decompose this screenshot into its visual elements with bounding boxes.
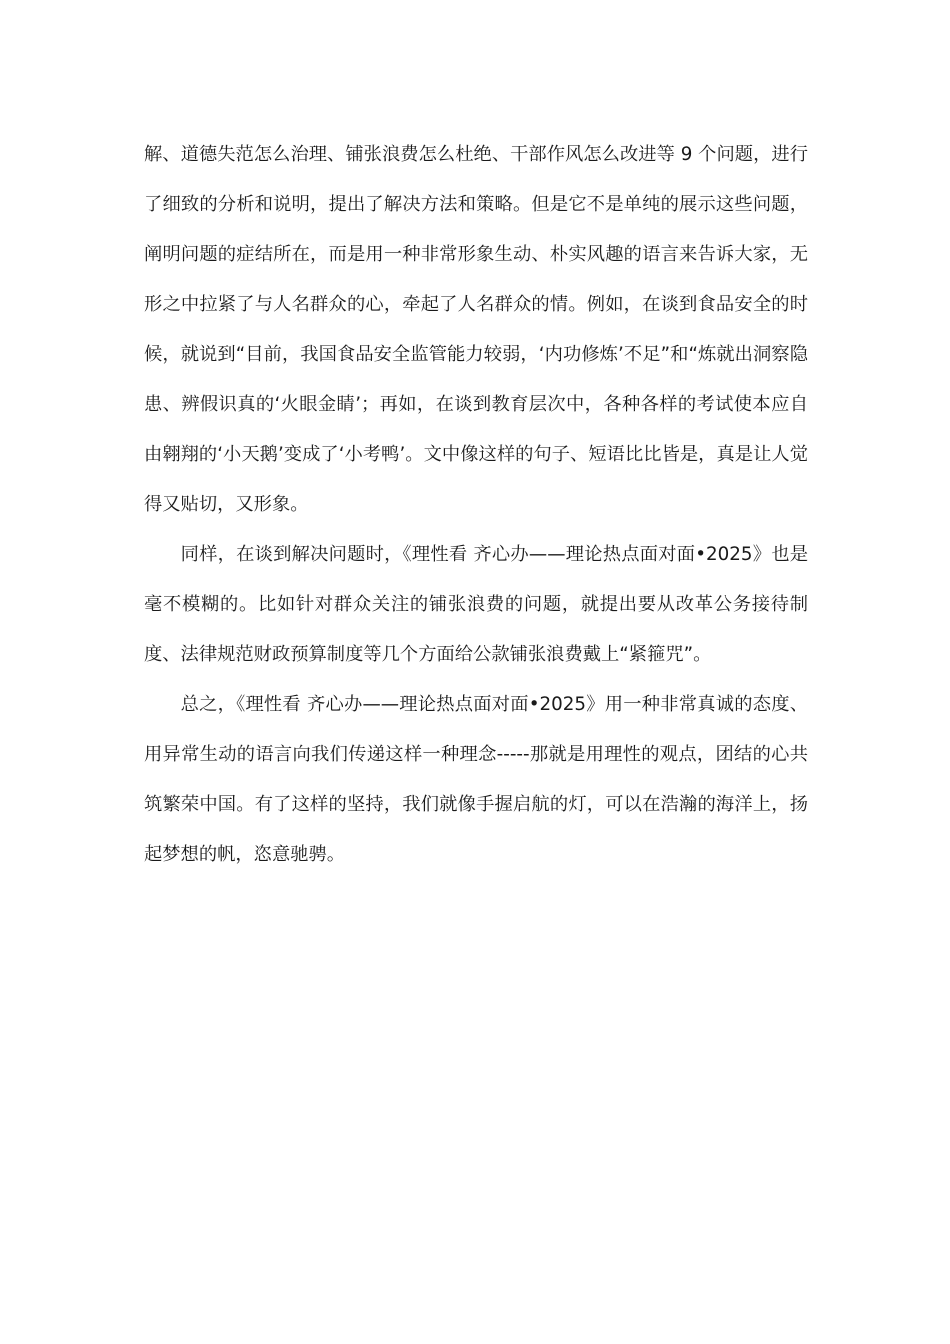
paragraph-solutions: 同样，在谈到解决问题时，《理性看 齐心办——理论热点面对面•2025》也是毫不模糊的。比如针对群众关注的铺张浪费的问题，就提出要从改革公务接待制度、法律规范财政预算制度等几个方面给公款铺张浪费戴上“紧箍咒”。 (144, 544, 808, 665)
paragraph-continuation: 解、道德失范怎么治理、铺张浪费怎么杜绝、干部作风怎么改进等 9 个问题，进行了细致的分析和说明，提出了解决方法和策略。但是它不是单纯的展示这些问题，阐明问题的症结所在，而是用一种非常形象生动、朴实风趣的语言来告诉大家，无形之中拉紧了与人名群众的心，牵起了人名群众的情。例如，在谈到食品安全的时候，就说到“目前，我国食品安全监管能力较弱，‘内功修炼’不足”和“炼就出洞察隐患、辨假识真的‘火眼金睛’；再如，在谈到教育层次中，各种各样的考试使本应自由翱翔的‘小天鹅’变成了‘小考鸭’。文中像这样的句子、短语比比皆是，真是让人觉得又贴切，又形象。 (144, 144, 808, 515)
paragraph-conclusion: 总之，《理性看 齐心办——理论热点面对面•2025》用一种非常真诚的态度、用异常生动的语言向我们传递这样一种理念-----那就是用理性的观点，团结的心共筑繁荣中国。有了这样的坚持，我们就像手握启航的灯，可以在浩瀚的海洋上，扬起梦想的帆，恣意驰骋。 (144, 694, 808, 865)
document-body (144, 130, 808, 880)
